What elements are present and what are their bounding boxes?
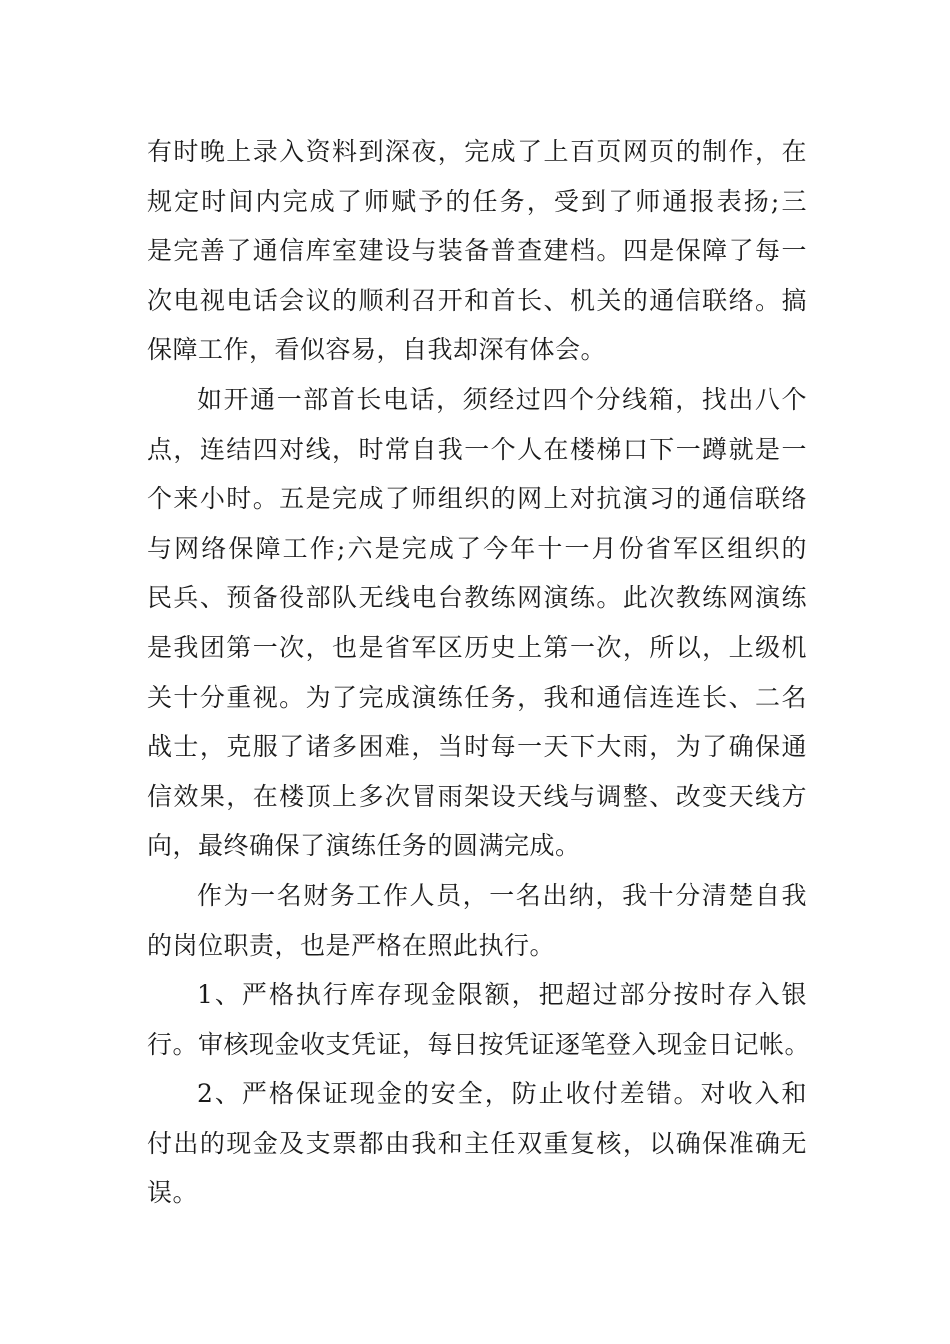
text-line: 保障工作，看似容易，自我却深有体会。 — [147, 335, 607, 365]
text-line: 次电视电话会议的顺利召开和首长、机关的通信联络。搞 — [147, 285, 807, 315]
text-line: 是我团第一次，也是省军区历史上第一次，所以，上级机 — [147, 632, 807, 662]
text-line: 战士，克服了诸多困难，当时每一天下大雨，为了确保通 — [147, 732, 807, 762]
text-line: 点，连结四对线，时常自我一个人在楼梯口下一蹲就是一 — [147, 434, 807, 464]
text-line: 1、严格执行库存现金限额，把超过部分按时存入银 — [197, 980, 807, 1010]
paragraph — [147, 1069, 807, 1218]
text-line: 误。 — [147, 1178, 199, 1208]
text-line: 的岗位职责，也是严格在照此执行。 — [147, 930, 556, 960]
text-line: 民兵、预备役部队无线电台教练网演练。此次教练网演练 — [147, 583, 807, 613]
text-line: 个来小时。五是完成了师组织的网上对抗演习的通信联络 — [147, 484, 807, 514]
paragraph — [147, 127, 807, 375]
text-line: 向，最终确保了演练任务的圆满完成。 — [147, 831, 581, 861]
document-body — [147, 127, 811, 1218]
paragraph — [147, 871, 807, 970]
text-line: 关十分重视。为了完成演练任务，我和通信连连长、二名 — [147, 682, 807, 712]
text-line: 2、严格保证现金的安全，防止收付差错。对收入和 — [197, 1079, 807, 1109]
text-line: 是完善了通信库室建设与装备普查建档。四是保障了每一 — [147, 236, 807, 266]
text-line: 如开通一部首长电话，须经过四个分线箱，找出八个 — [197, 384, 807, 414]
text-line: 信效果，在楼顶上多次冒雨架设天线与调整、改变天线方 — [147, 781, 807, 811]
text-line: 付出的现金及支票都由我和主任双重复核，以确保准确无 — [147, 1128, 807, 1158]
text-line: 作为一名财务工作人员，一名出纳，我十分清楚自我 — [197, 880, 807, 910]
text-line: 有时晚上录入资料到深夜，完成了上百页网页的制作，在 — [147, 137, 807, 166]
text-line: 与网络保障工作;六是完成了今年十一月份省军区组织的 — [147, 533, 807, 563]
text-line: 规定时间内完成了师赋予的任务，受到了师通报表扬;三 — [147, 186, 807, 216]
paragraph — [147, 375, 807, 871]
paragraph — [147, 970, 811, 1069]
text-line: 行。审核现金收支凭证，每日按凭证逐笔登入现金日记帐。 — [147, 1029, 811, 1059]
